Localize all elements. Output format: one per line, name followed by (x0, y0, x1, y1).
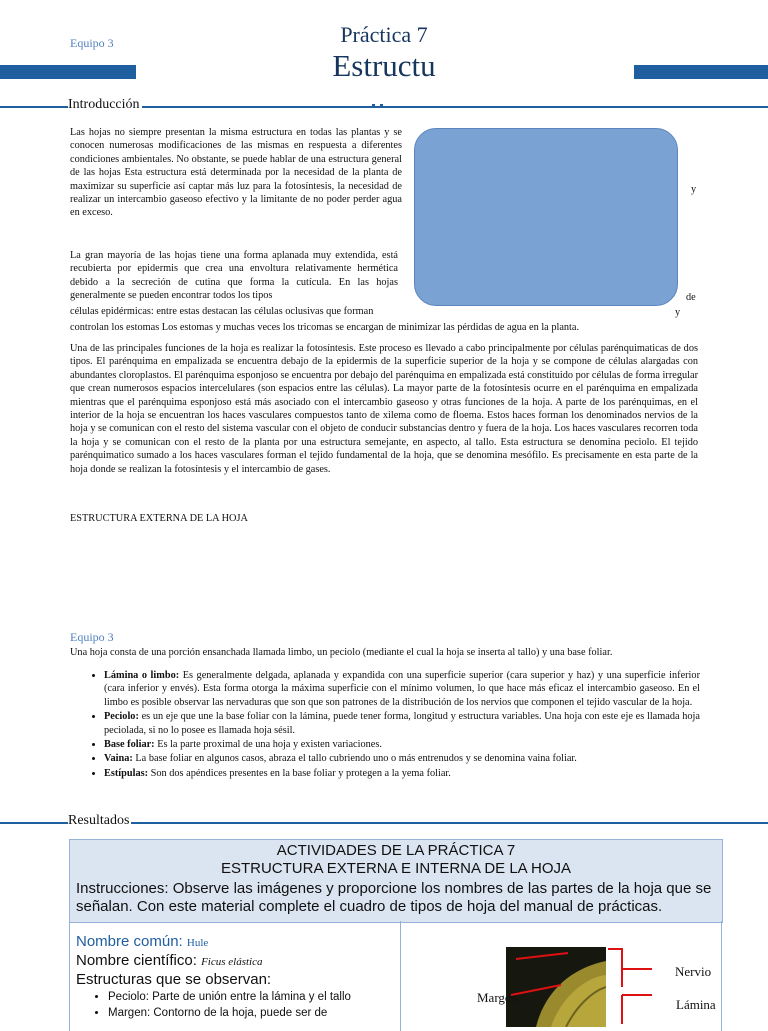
intro-paragraph-2: La gran mayoría de las hojas tiene una forma aplanada muy extendida, está recubierta por epidermis que crea una envoltura relativamente hermética debido a la secreción de cutina que forma la cutícula. En las hojas generalmente se pueden encontrar todos los tipos (70, 250, 398, 302)
stray-text: y (691, 184, 697, 195)
intro-paragraph-2b: células epidérmicas: entre estas destacan las células oclusivas que forman (70, 306, 374, 317)
structures-list (70, 989, 378, 1021)
term-text: Es la parte proximal de una hoja y existen variaciones. (154, 739, 382, 751)
common-name-label: Nombre común: (76, 933, 183, 950)
structures-label: Estructuras que se observan: (76, 971, 272, 988)
term-name: Estípulas: (104, 767, 149, 779)
list-item (104, 710, 700, 737)
practice-title: Práctica 7 (340, 22, 428, 47)
specimen-info-cell (69, 921, 401, 1031)
list-item: • Margen: Contorno de la hoja, puede ser de (108, 1005, 378, 1021)
activity-instructions: Instrucciones: Observe las imágenes y proporcione los nombres de las partes de la hoja que se señalan. Con este material complete el cuadro de tipos de hoja del manual de prácticas. (76, 880, 712, 915)
label-margen: Margen (477, 990, 518, 1005)
list-item (104, 669, 700, 709)
team-label: Equipo 3 (70, 630, 114, 644)
results-heading: Resultados (68, 813, 130, 828)
stray-text: de (686, 292, 696, 303)
common-name-value: Hule (186, 937, 209, 949)
scientific-name-label: Nombre científico: (76, 952, 197, 969)
team-label: Equipo 3 (70, 36, 114, 50)
term-name: Vaina: (104, 753, 133, 765)
term-text: es un eje que une la base foliar con la lámina, puede tener forma, longitud y estructura variables. Una hoja con este eje es llamada hoja peciolada, si no lo posee es llamada hoja sésil. (104, 711, 700, 736)
leaf-parts-lead: Una hoja consta de una porción ensanchada llamada limbo, un peciolo (mediante el cual la hoja se inserta al tallo) y una base foliar. (70, 647, 613, 658)
term-name: Lámina o limbo: (104, 670, 180, 681)
callout-brackets (606, 947, 656, 1024)
scientific-name-row (76, 952, 400, 971)
activity-title-1: ACTIVIDADES DE LA PRÁCTICA 7 (276, 842, 516, 859)
term-text: Es generalmente delgada, aplanada y expandida con una superficie superior (cara superior y haz) y una superficie inferior (cara inferior y envés). Esta forma otorga la máxima superficie con el mínimo volumen, lo que hace más eficaz el intercambio gaseoso. En el limbo es posible observar las nervaduras que son que son patrones de la distribución de los nervios que componen el tejido vascular de la hoja. (104, 670, 701, 708)
intro-heading: Introducción (68, 97, 140, 112)
intro-paragraph-1: Las hojas no siempre presentan la misma estructura en todas las plantas y se conocen numerosas modificaciones de las mismas en respuesta a diferentes condiciones ambientales. No obstante, se puede hablar de una estructura general de las hojas Esta estructura está determinada por la necesidad de la planta de maximizar su superficie así captar más luz para la fotosíntesis, la necesidad de realizar un intercambio gaseoso efectivo y la limitante de no poder perder agua en exceso. (70, 127, 402, 219)
term-name: Base foliar: (104, 739, 155, 751)
document-title: Estructu (332, 48, 436, 83)
scientific-name-value: Ficus elástica (201, 956, 263, 968)
stray-text: y (675, 307, 681, 318)
external-structure-heading: ESTRUCTURA EXTERNA DE LA HOJA (70, 513, 248, 524)
terms-list (70, 669, 700, 780)
intro-paragraph-3: Una de las principales funciones de la hoja es realizar la fotosíntesis. Este proceso es llevado a cabo principalmente por células parénquimaticas de dos tipos. El parénquima en empalizada se encuentra debajo de la epidermis de la superficie superior de la hoja y se compone de células alargadas con abundantes cloroplastos. El parénquima esponjoso se encuentra por debajo del parénquima en empalizada está constituido por células de forma irregular que crean numerosos espacios intercelulares (son espacios entre las células). La mayor parte de la fotosíntesis ocurre en el parénquima en empalizada mientras que el parénquima esponjoso está más asociado con el intercambio gaseoso y otras funciones de la hoja. A parte de los parénquimas, en el interior de la hoja se encuentran los haces vasculares compuestos tanto de xilema como de floema. Estos haces forman los denominados nervios de la hoja y se comunican con el resto del sistema vascular con el objeto de conducir substancias dentro y fuera de la hoja. Los haces vasculares recorren toda la hoja y se comunican con el resto de la planta por una estructura semejante, en aspecto, al tallo. Esta estructura se denomina peciolo. El tejido parénquimatico sumado a los haces vasculares forman el tejido fundamental de la hoja, que se denomina mesófilo. Es precisamente en esta parte de la hoja donde se realizan la fotosíntesis y el intercambio de gases. (70, 343, 698, 475)
intro-paragraph-2c: controlan los estomas Los estomas y muchas veces los tricomas se encargan de minimizar las pérdidas de agua en la planta. (70, 322, 580, 333)
leaf-photo-svg (506, 947, 606, 1027)
activity-title-2: ESTRUCTURA EXTERNA E INTERNA DE LA HOJA (220, 860, 572, 877)
term-name: Peciolo: (104, 711, 139, 723)
label-lamina: Lámina (676, 997, 716, 1012)
term-text: Son dos apéndices presentes en la base foliar y protegen a la yema foliar. (148, 767, 451, 779)
leaf-photo (506, 947, 606, 1027)
image-placeholder (414, 128, 678, 306)
activity-header-box (69, 839, 723, 923)
terms-list-wrap (70, 669, 700, 781)
list-item (104, 738, 700, 751)
label-nervio: Nervio (675, 964, 712, 979)
common-name-row (76, 933, 400, 952)
list-item (104, 752, 700, 765)
term-text: La base foliar en algunos casos, abraza el tallo cubriendo uno o más entrenudos y se denomina vaina foliar. (132, 753, 577, 765)
list-item (104, 767, 700, 780)
list-item: • Peciolo: Parte de unión entre la lámina y el tallo (108, 989, 378, 1005)
